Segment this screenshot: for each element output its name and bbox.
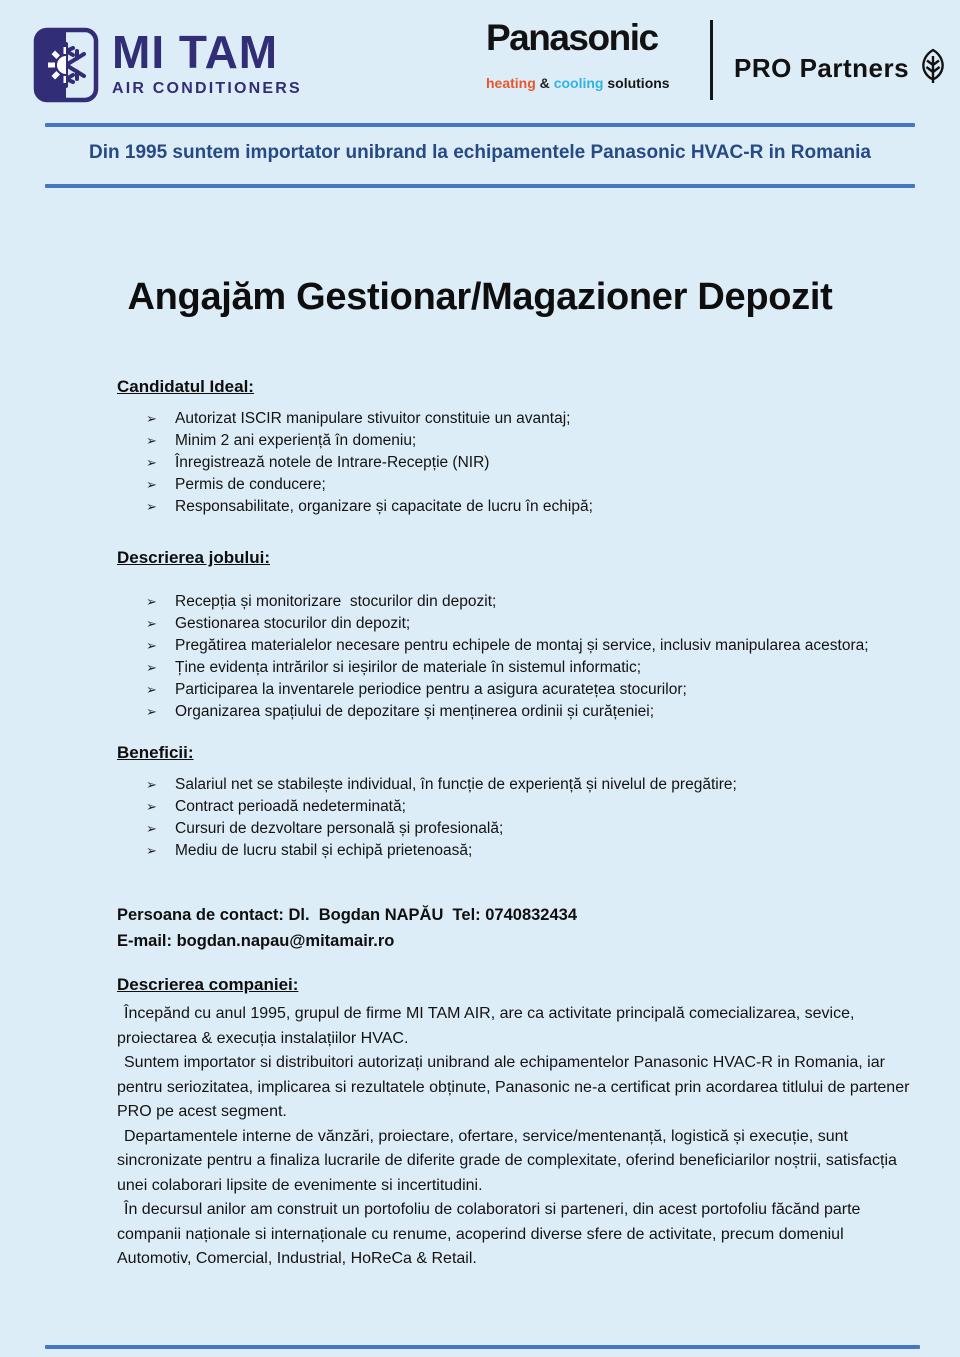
bullet-arrow-icon: ➢ [146, 682, 157, 697]
bullet-arrow-icon: ➢ [146, 660, 157, 675]
list-item-text: Minim 2 ani experiență în domeniu; [175, 432, 417, 449]
list-item-text: Recepția și monitorizare stocurilor din depozit; [175, 593, 497, 610]
list-item-text: Mediu de lucru stabil și echipă prietenoasă; [175, 842, 473, 859]
footer-rule [45, 1345, 920, 1349]
bullet-arrow-icon: ➢ [146, 843, 157, 858]
pro-partners-lockup [734, 48, 948, 89]
candidate-section-heading: Candidatul Ideal: [117, 377, 254, 396]
bullet-arrow-icon: ➢ [146, 433, 157, 448]
list-item [117, 430, 912, 452]
list-item-text: Cursuri de dezvoltare personală și profesională; [175, 820, 504, 837]
list-item-text: Contract perioadă nedeterminată; [175, 798, 406, 815]
page-title: Angajăm Gestionar/Magazioner Depozit [127, 276, 833, 318]
heating-label: heating [486, 75, 536, 91]
list-item [117, 496, 912, 518]
list-item [117, 474, 912, 496]
company-paragraph: Departamentele interne de vănzări, proiectare, ofertare, service/mentenanță, logistică și execuție, sunt sincronizate pentru a finaliza lucrarile de diferite grade de complexitate, oferind beneficiarilor noștrii, satisfacția unei colaborari lipsite de evenimente si incertitudini. [117, 1127, 902, 1194]
panasonic-wordmark: Panasonic [486, 17, 658, 58]
list-item-text: Ține evidența intrărilor si ieșirilor de materiale în sistemul informatic; [175, 659, 642, 676]
list-item [117, 796, 912, 818]
banner-text: Din 1995 suntem importator unibrand la echipamentele Panasonic HVAC-R in Romania [89, 142, 871, 163]
content [117, 376, 912, 1272]
benefits-section-heading: Beneficii: [117, 743, 194, 762]
candidate-list [117, 408, 912, 518]
brand-title: MI TAM [112, 26, 279, 78]
list-item-text: Salariul net se stabilește individual, în funcție de experiență și nivelul de pregătire; [175, 776, 737, 793]
cooling-label: cooling [553, 75, 604, 91]
company-paragraph: În decursul anilor am construit un portofoliu de colaboratori si parteneri, din acest portofoliu făcănd parte companii naționale si internaționale cu renume, acoperind diverse sfere de activitate, precum domeniul Automotiv, Comercial, Industrial, HoReCa & Retail. [117, 1201, 865, 1267]
bullet-arrow-icon: ➢ [146, 477, 157, 492]
leaf-icon [918, 48, 948, 89]
list-item-text: Autorizat ISCIR manipulare stivuitor constituie un avantaj; [175, 410, 571, 427]
contact-line-1: Persoana de contact: Dl. Bogdan NAPĂU Tel: 0740832434 [117, 906, 578, 924]
list-item-text: Permis de conducere; [175, 476, 326, 493]
bullet-arrow-icon: ➢ [146, 455, 157, 470]
company-section-heading: Descrierea companiei: [117, 975, 299, 994]
mitam-logo-icon [33, 27, 99, 108]
bullet-arrow-icon: ➢ [146, 799, 157, 814]
list-item [117, 818, 912, 840]
list-item [117, 840, 912, 862]
list-item-text: Înregistrează notele de Intrare-Recepție (NIR) [175, 454, 490, 471]
job-list [117, 591, 912, 723]
bullet-arrow-icon: ➢ [146, 638, 157, 653]
bullet-arrow-icon: ➢ [146, 821, 157, 836]
header [0, 0, 960, 118]
bullet-arrow-icon: ➢ [146, 594, 157, 609]
list-item [117, 774, 912, 796]
mitam-brand [33, 27, 302, 108]
company-paragraph: Suntem importator si distribuitori autorizați unibrand ale echipamentelor Panasonic HVAC-R in Romania, iar pentru seriozitatea, implicarea si rezultatele obținute, Panasonic ne-a certificat prin acordarea titlului de partener PRO pe acest segment. [117, 1054, 914, 1120]
panasonic-logo [486, 18, 686, 91]
list-item [117, 679, 912, 701]
panasonic-tagline [486, 75, 686, 91]
list-item-text: Organizarea spațiului de depozitare și menținerea ordinii și curățeniei; [175, 703, 655, 720]
company-paragraph: Începănd cu anul 1995, grupul de firme MI TAM AIR, are ca activitate principală comecializarea, sevice, proiectarea & execuția instalațiilor HVAC. [117, 1005, 859, 1047]
bullet-arrow-icon: ➢ [146, 704, 157, 719]
list-item [117, 657, 912, 679]
bullet-arrow-icon: ➢ [146, 616, 157, 631]
contact-line-2: E-mail: bogdan.napau@mitamair.ro [117, 932, 395, 950]
company-description [117, 1002, 912, 1272]
job-section-heading: Descrierea jobului: [117, 548, 271, 567]
list-item [117, 701, 912, 723]
list-item-text: Pregătirea materialelor necesare pentru echipele de montaj și service, inclusiv manipularea acestora; [175, 637, 869, 654]
list-item-text: Responsabilitate, organizare și capacitate de lucru în echipă; [175, 498, 593, 515]
header-rule-top [45, 123, 915, 127]
solutions-label: solutions [607, 75, 670, 91]
list-item-text: Gestionarea stocurilor din depozit; [175, 615, 411, 632]
brand-text [112, 27, 302, 99]
pro-partners-label: PRO Partners [734, 53, 910, 83]
ampersand-label: & [539, 75, 550, 91]
bullet-arrow-icon: ➢ [146, 777, 157, 792]
list-item [117, 635, 912, 657]
bullet-arrow-icon: ➢ [146, 499, 157, 514]
list-item [117, 613, 912, 635]
bullet-arrow-icon: ➢ [146, 411, 157, 426]
brand-subtitle: AIR CONDITIONERS [112, 80, 302, 97]
header-vertical-divider [710, 20, 713, 100]
header-rule-bottom [45, 184, 915, 188]
list-item [117, 591, 912, 613]
benefits-list [117, 774, 912, 862]
contact-block [117, 902, 912, 954]
list-item-text: Participarea la inventarele periodice pentru a asigura acuratețea stocurilor; [175, 681, 687, 698]
list-item [117, 408, 912, 430]
list-item [117, 452, 912, 474]
